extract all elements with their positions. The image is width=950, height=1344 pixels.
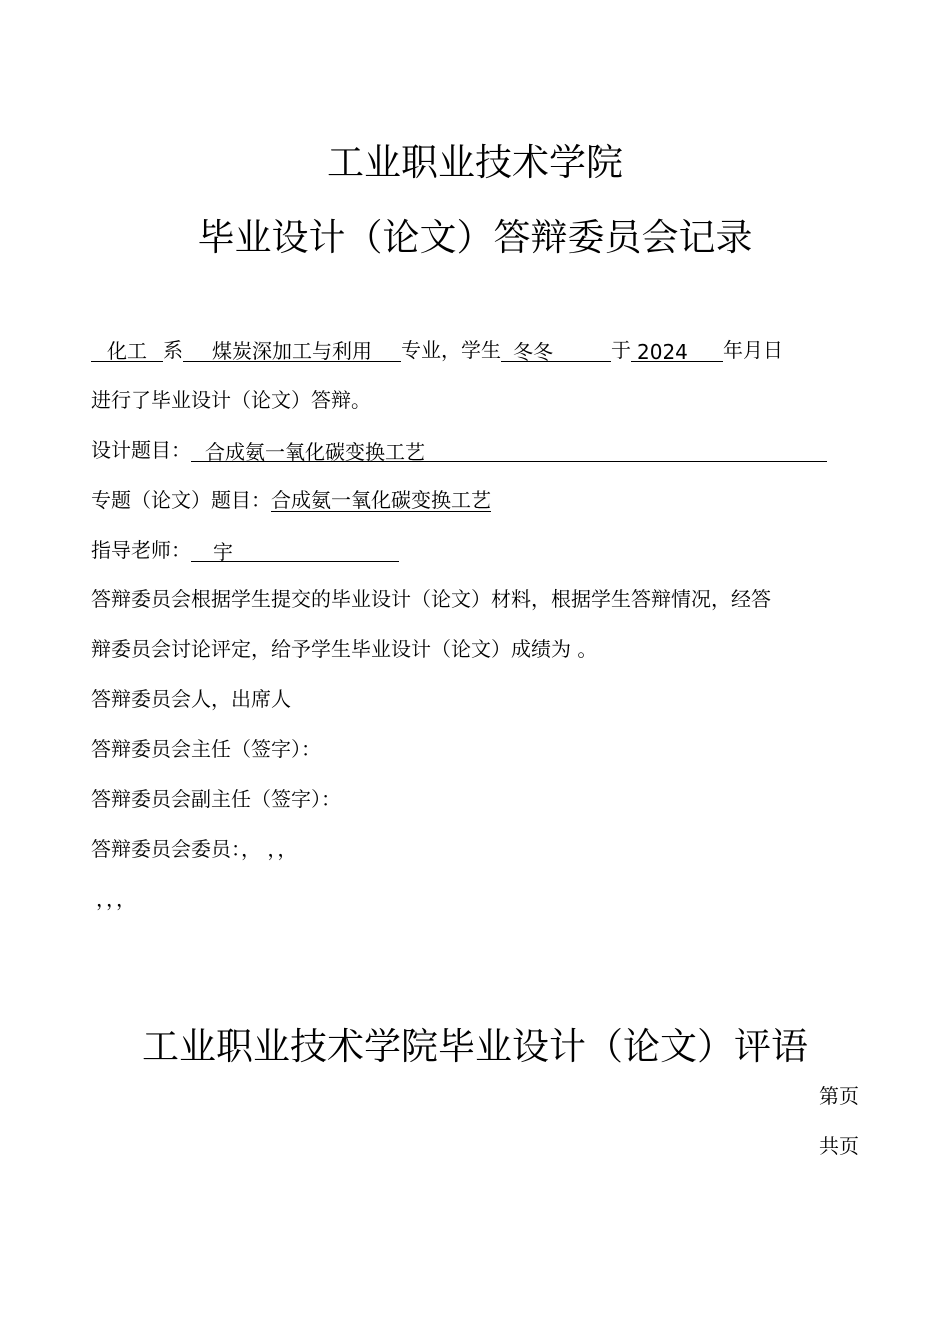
at-label: 于 <box>611 338 631 362</box>
statement-line1: 答辩委员会根据学生提交的毕业设计（论文）材料，根据学生答辩情况，经答 <box>91 587 771 611</box>
members-label: 答辩委员会委员：， ，， <box>91 837 298 861</box>
advisor-field: 宇 <box>191 540 399 562</box>
department-field: 化工 <box>91 339 163 362</box>
chair-signature-label: 答辩委员会主任（签字）： <box>91 737 321 761</box>
year-field: 2024 <box>631 340 723 362</box>
special-topic-value: 合成氨一氧化碳变换工艺 <box>271 488 491 512</box>
special-topic-line <box>91 487 491 513</box>
special-topic-label: 专题（论文）题目： <box>91 488 271 512</box>
total-pages-label: 共页 <box>819 1134 859 1158</box>
committee-count: 答辩委员会人，出席人 <box>91 687 291 711</box>
major-field: 煤炭深加工与利用 <box>183 339 401 362</box>
design-topic-line <box>91 437 827 463</box>
record-intro-line2: 进行了毕业设计（论文）答辩。 <box>91 388 371 412</box>
student-field: 冬冬 <box>501 340 611 362</box>
record-intro-line <box>91 337 783 363</box>
design-topic-label: 设计题目： <box>91 438 191 462</box>
design-topic-field: 合成氨一氧化碳变换工艺 <box>191 440 827 462</box>
advisor-label: 指导老师： <box>91 538 191 562</box>
school-title: 工业职业技术学院 <box>327 141 623 184</box>
major-suffix: 专业，学生 <box>401 338 501 362</box>
advisor-line <box>91 537 399 563</box>
members-line2: ，，， <box>96 887 136 911</box>
page-number-label: 第页 <box>819 1084 859 1108</box>
record-title: 毕业设计（论文）答辩委员会记录 <box>197 216 753 259</box>
date-suffix: 年月日 <box>723 338 783 362</box>
dept-suffix: 系 <box>163 338 183 362</box>
vice-chair-signature-label: 答辩委员会副主任（签字）： <box>91 787 341 811</box>
comment-title: 工业职业技术学院毕业设计（论文）评语 <box>142 1025 808 1068</box>
statement-line2: 辩委员会讨论评定，给予学生毕业设计（论文）成绩为 。 <box>91 637 598 661</box>
